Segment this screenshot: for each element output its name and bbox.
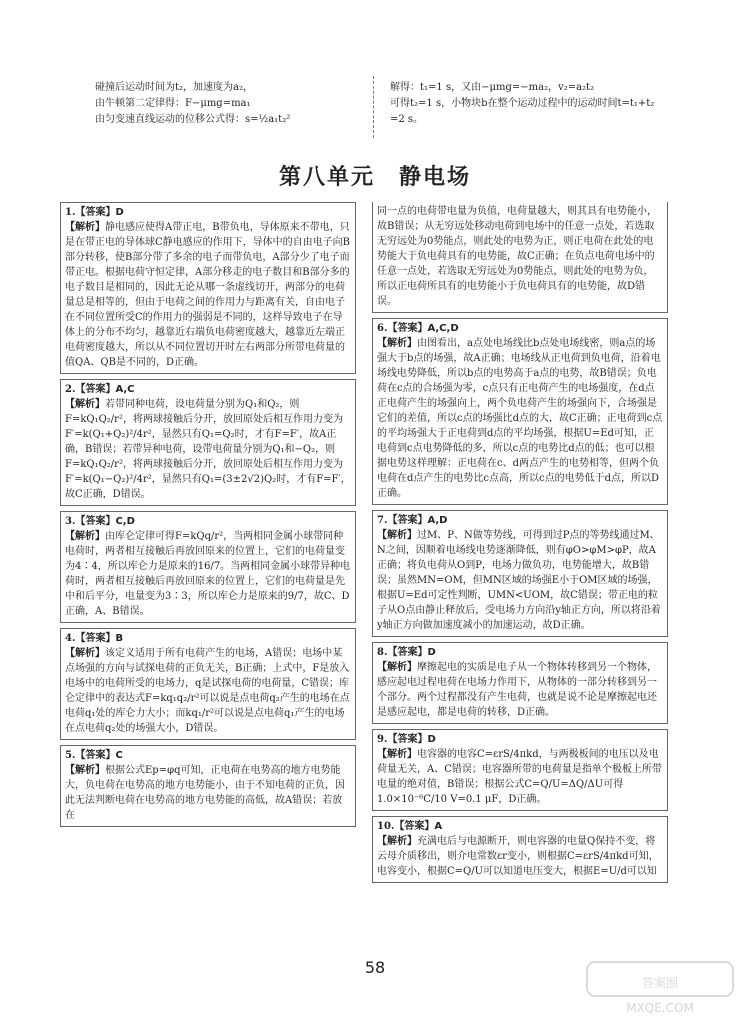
top-left-column: [95, 80, 365, 128]
answer-value: A,C: [115, 384, 135, 395]
analysis-text: 摩擦起电的实质是电子从一个物体转移到另一个物体，感应起电过程电荷在电场力作用下，从物体的一部分转移到另一个部分。两个过程都没有产生电荷，也就是说不论是摩擦起电还是感应起电，都是电荷的转移，D正确。: [377, 662, 657, 718]
answer-label: 【答案】: [387, 515, 428, 526]
analysis-text: 充满电后与电源断开，则电容器的电量Q保持不变，将云母介质移出，则介电常数εr变小，则根据C=εrS/4πkd可知，电容变小，根据C=Q/U可以知道电压变大，根据E=U/d可以知: [377, 836, 659, 877]
top-left-line: 由匀变速直线运动的位移公式得：s=½a₁t₂²: [95, 114, 291, 125]
analysis-text: 同一点的电荷带电量为负值，电荷量越大，则其具有电势能小，故B错误；从无穷远处移动电荷到电场中的任意一点处，若选取无穷远处为0势能点，则此处的电势为正，则正电荷在此处的电势能大于负电荷具有的电势能，故C正确；在负点电荷电场中的任意一点处，若选取无穷远处为0势能点，则此处的电势为负，所以正电荷所具有的电势能小于负电荷具有的电势能，故D错误。: [377, 206, 657, 307]
answer-item-7: [372, 510, 668, 637]
top-right-column: [390, 80, 660, 128]
top-right-line: 解得：t₁=1 s，又由−μmg=−ma₂，v₂=a₂t₂: [390, 82, 595, 93]
analysis-label: 【解析】: [65, 399, 105, 410]
column-divider: [373, 76, 374, 138]
top-right-line: =2 s。: [390, 114, 424, 125]
analysis-label: 【解析】: [377, 530, 417, 541]
answer-item-5: [60, 745, 356, 827]
answer-value: A,D: [427, 515, 448, 526]
analysis-text: 静电感应使得A带正电，B带负电，导体原来不带电，只是在带正电的导体球C静电感应的作用下，导体中的自由电子向B部分转移，使B部分带了多余的电子而带负电，A部分少了电子而带正电。根据电荷守恒定律，A部分移走的电子数目和B部分多的电子数目是相同的，因此无论从哪一条虚线切开，两部分的电荷量总是相等的，但由于电荷之间的作用力与距离有关，自由电子在不同位置所受C的作用力的强弱是不同的，这样导致电子在导体上的分布不均匀，越靠近右端负电荷密度越大，越靠近左端正电荷密度越大，所以从不同位置切开时左右两部分所带电荷量的值QA、QB是不同的，D正确。: [65, 222, 350, 368]
item-number: 4.: [65, 633, 76, 644]
item-number: 3.: [65, 516, 76, 527]
analysis-label: 【解析】: [377, 662, 417, 673]
answer-value: D: [427, 647, 436, 658]
analysis-label: 【解析】: [377, 749, 417, 760]
watermark-logo: [585, 960, 735, 1016]
watermark-line-2: MXQE.COM: [626, 1001, 694, 1015]
analysis-label: 【解析】: [65, 648, 105, 659]
answer-value: D: [427, 734, 436, 745]
unit-number: 第八单元: [278, 165, 375, 190]
left-column: [60, 202, 356, 832]
answer-label: 【答案】: [387, 734, 428, 745]
analysis-label: 【解析】: [377, 836, 417, 847]
top-left-line: 由牛顿第二定律得：F−μmg=ma₁: [95, 98, 251, 109]
item-number: 10.: [377, 821, 395, 832]
answer-value: A,C,D: [427, 323, 459, 334]
answer-value: B: [115, 633, 124, 644]
analysis-text: 由库仑定律可得F=kQq/r²，当两相同金属小球带同种电荷时，两者相互接触后再放回原来的位置上，它们的电荷量变为4∶4，所以库仑力是原来的16/7。当两相同金属小球带异种电荷时，两者相互接触后再放回原来的位置上，它们的电荷量是先中和后平分，电量变为3∶3，所以库仑力是原来的9/7，故C、D正确，A、B错误。: [65, 531, 351, 617]
answer-value: A: [434, 821, 443, 832]
analysis-text: 该定义适用于所有电荷产生的电场，A错误；电场中某点场强的方向与试探电荷的正负无关，B正确；上式中，F是放入电场中的电荷所受的电场力，q是试探电荷的电荷量，C错误；库仑定律中的表达式F=kq₁q₂/r²可以说是点电荷q₂产生的电场在点电荷q₁处的库仑力大小；而kq₁/r²可以说是点电荷q₁产生的电场在点电荷q₂处的场强大小，D错误。: [65, 648, 350, 734]
answer-value: C,D: [115, 516, 135, 527]
answer-label: 【答案】: [75, 207, 116, 218]
item-number: 1.: [65, 207, 76, 218]
answer-item-6: [372, 318, 668, 505]
watermark-line-1: 答案圈: [641, 976, 679, 990]
unit-title: [0, 160, 750, 191]
answer-label: 【答案】: [387, 647, 428, 658]
answer-item-10: [372, 816, 668, 883]
analysis-text: 过M、P、N做等势线，可得到过P点的等势线通过M、N之间，因顺着电场线电势逐渐降低，则有φO>φM>φP，故A正确；将负电荷从O到P，电场力做负功，电势能增大，故B错误；虽然MN=OM，但MN区域的场强E小于OM区域的场强，根据U=Ed可定性判断，UMN<UOM，故C错误；带正电的粒子从O点由静止释放后，受电场力方向沿y轴正方向，所以将沿着y轴正方向做加速度减小的加速运动，故D正确。: [377, 530, 661, 631]
answer-label: 【答案】: [75, 384, 116, 395]
answer-value: C: [115, 750, 123, 761]
answer-item-2: [60, 379, 356, 506]
answer-item-3: [60, 511, 356, 623]
answer-item-9: [372, 729, 668, 811]
page-number: 58: [364, 958, 386, 977]
item-number: 8.: [377, 647, 388, 658]
analysis-label: 【解析】: [377, 338, 417, 349]
item-number: 7.: [377, 515, 388, 526]
item-number: 2.: [65, 384, 76, 395]
analysis-label: 【解析】: [65, 531, 105, 542]
top-right-line: 可得t₂=1 s，小物块b在整个运动过程中的运动时间t=t₁+t₂: [390, 98, 655, 109]
answer-item-5-continued: [372, 202, 668, 313]
answer-label: 【答案】: [75, 633, 116, 644]
right-column: [372, 202, 668, 888]
analysis-label: 【解析】: [65, 222, 105, 233]
item-number: 6.: [377, 323, 388, 334]
answer-value: D: [115, 207, 124, 218]
answer-label: 【答案】: [394, 821, 435, 832]
answer-item-4: [60, 628, 356, 740]
answer-label: 【答案】: [75, 750, 116, 761]
answer-item-1: [60, 202, 356, 374]
analysis-text: 根据公式Ep=φq可知，正电荷在电势高的地方电势能大，负电荷在电势高的地方电势能小，由于不知电荷的正负，因此无法判断电荷在电势高的地方电势能的高低，故A错误；若放在: [65, 765, 345, 821]
answer-item-8: [372, 642, 668, 724]
item-number: 9.: [377, 734, 388, 745]
answer-label: 【答案】: [387, 323, 428, 334]
unit-topic: 静电场: [399, 165, 472, 190]
top-left-line: 碰撞后运动时间为t₂，加速度为a₂，: [95, 82, 253, 93]
analysis-label: 【解析】: [65, 765, 105, 776]
analysis-text: 由图看出，a点处电场线比b点处电场线密，则a点的场强大于b点的场强，故A正确；电场线从正电荷到负电荷，沿着电场线电势降低，所以b点的电势高于a点的电势，故B错误；负电荷在c点的合场强为零，c点只有正电荷产生的电场强度，在d点正电荷产生的场强向上，两个负电荷产生的场强向下，合场强是它们的差值，所以c点的场强比d点的大，故C正确；正电荷到c点的平均场强大于正电荷到d点的平均场强，根据U=Ed可知，正电荷到c点电势降低的多，所以c点的电势比d点的低；也可以根据电势这样理解：正电荷在c、d两点产生的电势相等，但两个负电荷在d点产生的电势比c点高，所以c点的电势低于d点，所以D正确。: [377, 338, 663, 499]
answer-label: 【答案】: [75, 516, 116, 527]
analysis-text: 若带同种电荷，设电荷量分别为Q₁和Q₂，则F=kQ₁Q₂/r²，将两球接触后分开，放回原处后相互作用力变为F′=k(Q₁+Q₂)²/4r²，显然只有Q₁=Q₂时，才有F=F′，故A正确，B错误；若带异种电荷，设带电荷量分别为Q₁和−Q₂，则F=kQ₁Q₂/r²，将两球接触后分开，放回原处后相互作用力变为F′=k(Q₁−Q₂)²/4r²，显然只有Q₁=(3±2√2)Q₂时，才有F=F′，故C正确，D错误。: [65, 399, 351, 500]
analysis-text: 电容器的电容C=εrS/4πkd，与两极板间的电压以及电荷量无关，A、C错误；电容器所带的电荷量是指单个极板上所带电量的绝对值，B错误；根据公式C=Q/U=ΔQ/ΔU可得1.0×10⁻⁶C/10 V=0.1 μF，D正确。: [377, 749, 662, 805]
item-number: 5.: [65, 750, 76, 761]
